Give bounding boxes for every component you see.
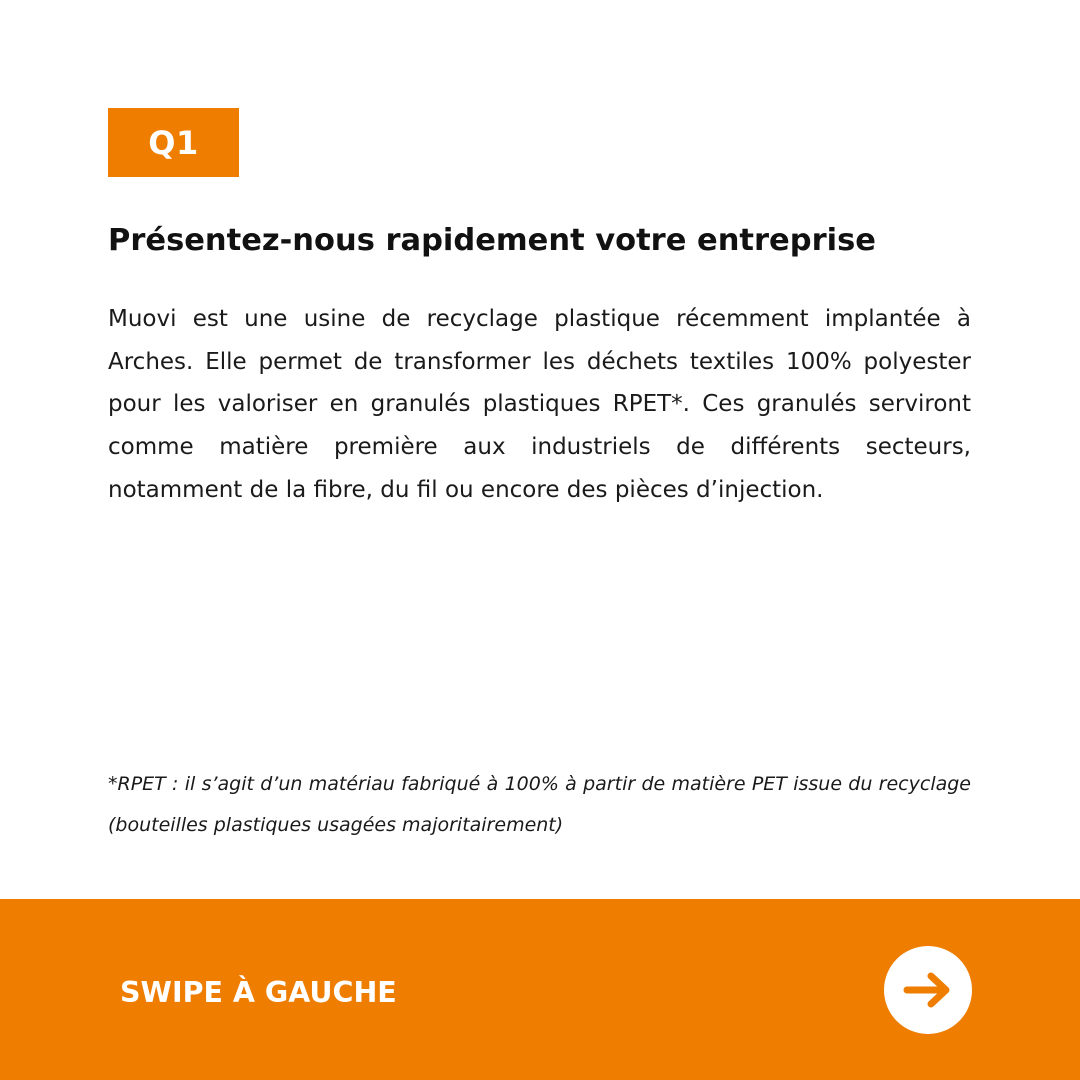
- question-title: Présentez-nous rapidement votre entreprise: [108, 223, 876, 258]
- question-number-badge: [108, 108, 239, 177]
- swipe-hint-label: SWIPE À GAUCHE: [120, 976, 397, 1009]
- next-slide-button[interactable]: [884, 946, 972, 1034]
- footnote: *RPET : il s’agit d’un matériau fabriqué à 100% à partir de matière PET issue du recyclage (bouteilles plastiques usagées majoritairement): [108, 773, 971, 836]
- question-number-label: Q1: [148, 123, 199, 162]
- arrow-right-icon: [901, 970, 955, 1010]
- answer-paragraph: Muovi est une usine de recyclage plastique récemment implantée à Arches. Elle permet de transformer les déchets textiles 100% polyester pour les valoriser en granulés plastiques RPET*. Ces granulés serviront comme matière première aux industriels de différents secteurs, notamment de la fibre, du fil ou encore des pièces d’injection.: [108, 306, 971, 503]
